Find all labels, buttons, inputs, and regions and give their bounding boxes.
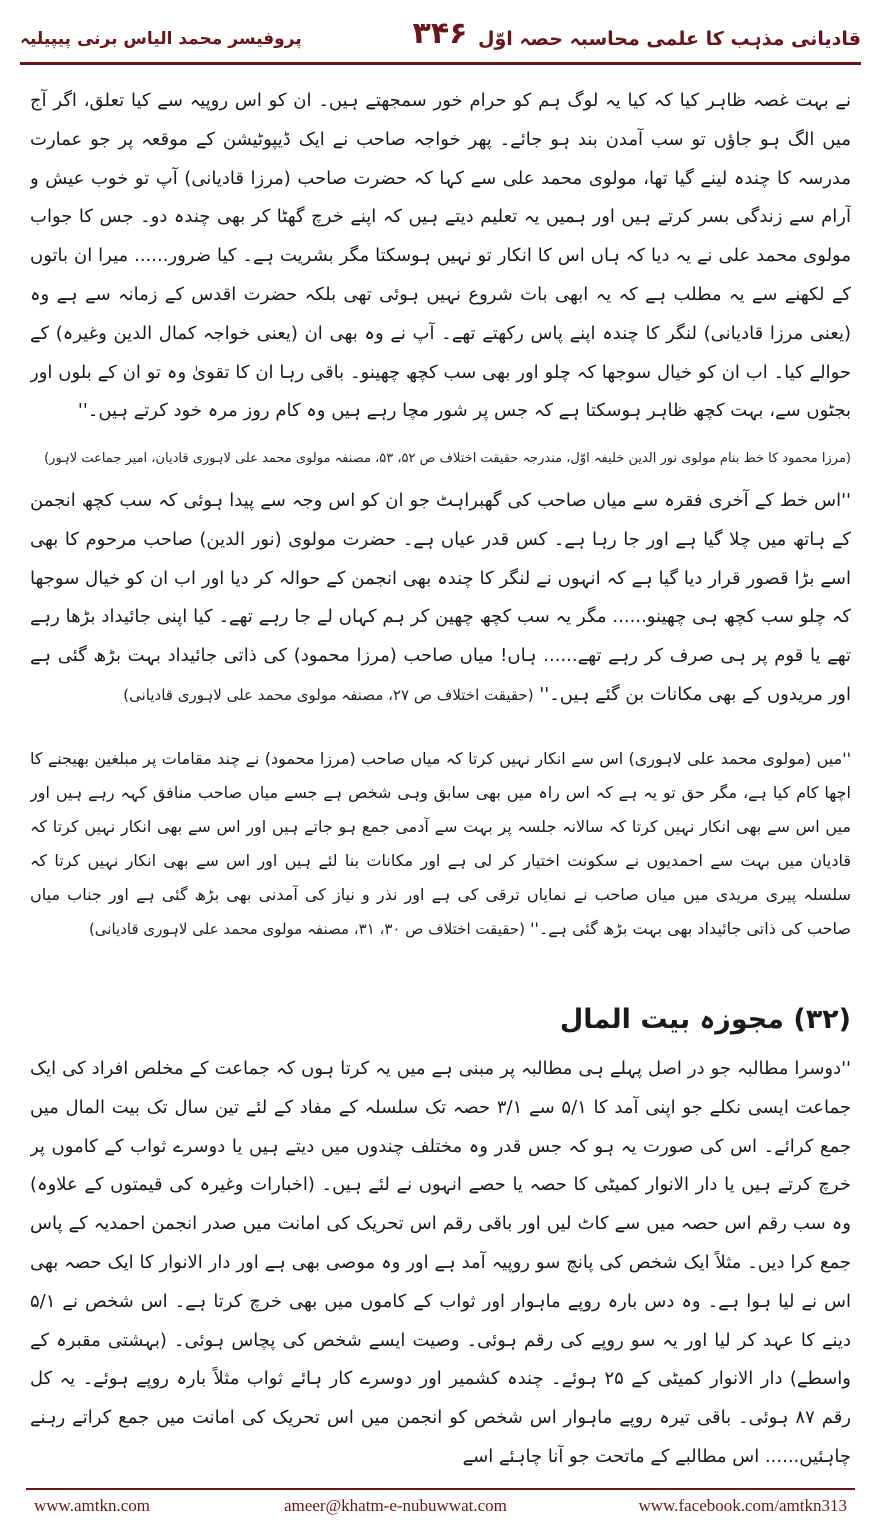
- page-header: [20, 10, 861, 70]
- header-divider: [20, 62, 861, 65]
- paragraph-4: ''دوسرا مطالبہ جو در اصل پہلے ہی مطالبہ پر مبنی ہے میں یہ کرتا ہوں کہ جماعت کے مخلص افراد کی ایک جماعت ایسی نکلے جو اپنی آمد کا ۵/۱ سے ۳/۱ حصہ تک سلسلہ کے مفاد کے لئے تین سال تک بیت المال میں جمع کرائے۔ اس کی صورت یہ ہو کہ جس قدر وہ مختلف چندوں میں دیتے ہیں یا دوسرے ثواب کے کاموں پر خرچ کرتے ہیں یا دار الانوار کمیٹی کا حصہ یا حصے انہوں نے لئے ہیں۔ (اخبارات وغیرہ کی قیمتوں کے علاوہ) وہ سب رقم اس حصہ میں سے کاٹ لیں اور باقی رقم اس تحریک کی امانت میں صدر انجمن احمدیہ کے پاس جمع کرا دیں۔ مثلاً ایک شخص کی پانچ سو روپیہ آمد ہے اور وہ موصی بھی ہے اور دار الانوار کا ایک حصہ بھی اس نے لیا ہوا ہے۔ وہ دس بارہ روپے ماہوار اور ثواب کے کاموں میں بھی خرچ کرتا ہے۔ اس شخص نے ۵/۱ دینے کا عہد کر لیا اور یہ سو روپے کی رقم ہوئی۔ وصیت ایسے شخص کی پچاس ہوئی۔ (بہشتی مقبرہ کے واسطے) دار الانوار کمیٹی کے ۲۵ ہوئے۔ چندہ کشمیر اور دوسرے کار ہائے ثواب مثلاً بارہ روپے ہوئے۔ یہ کل رقم ۸۷ ہوئی۔ باقی تیرہ روپے ماہوار اس شخص کو انجمن میں اس تحریک کی امانت میں جمع کراتے رہنے چاہئیں...... اس مطالبے کے ماتحت جو آنا چاہئے اسے: [30, 1058, 851, 1467]
- paragraph-2-text: ''اس خط کے آخری فقرہ سے میاں صاحب کی گھبراہٹ جو ان کو اس وجہ سے پیدا ہوئی کہ سب کچھ انجمن کے ہاتھ میں چلا گیا ہے اور جا رہا ہے۔ کس قدر عیاں ہے۔ حضرت مولوی (نور الدین) صاحب مرحوم کا بھی اسے بڑا قصور قرار دیا گیا ہے کہ انہوں نے لنگر کا چندہ بھی انجمن کے حوالہ کر دیا اور اب ان کو خیال سوجھا کہ چلو سب کچھ ہی چھینو...... مگر یہ سب کچھ چھین کر ہم کہاں لے جا رہے تھے۔ کیا اپنی جائیداد بڑھا رہے تھے یا قوم پر ہی صرف کر رہے تھے...... ہاں! میاں صاحب (مرزا محمود) کی ذاتی جائیداد بہت بڑھ گئی ہے اور مریدوں کے بھی مکانات بن گئے ہیں۔'': [30, 490, 851, 705]
- paragraph-1: نے بہت غصہ ظاہر کیا کہ کیا یہ لوگ ہم کو حرام خور سمجھتے ہیں۔ ان کو اس روپیہ سے کیا تعلق، اگر آج میں الگ ہو جاؤں تو سب آمدن بند ہو جائے۔ پھر خواجہ صاحب نے ایک ڈیپوٹیشن کے موقعہ پر جو عمارت مدرسہ کا چندہ لینے گیا تھا، مولوی محمد علی سے کہا کہ حضرت صاحب (مرزا قادیانی) آپ تو خوب عیش و آرام سے زندگی بسر کرتے ہیں اور ہمیں یہ تعلیم دیتے ہیں کہ اپنے خرچ گھٹا کر بھی چندہ دو۔ جس کا جواب مولوی محمد علی نے یہ دیا کہ ہاں اس کا انکار تو نہیں ہوسکتا مگر بشریت ہے۔ کیا ضرور...... میرا ان باتوں کے لکھنے سے یہ مطلب ہے کہ یہ ابھی بات شروع نہیں ہوئی تھی بلکہ حضرت اقدس کے زمانہ سے ہے وہ (یعنی مرزا قادیانی) لنگر کا چندہ اپنے پاس رکھتے تھے۔ آپ نے وہ بھی ان (یعنی خواجہ کمال الدین وغیرہ) کے حوالے کیا۔ اب ان کو خیال سوجھا کہ چلو اور بھی سب کچھ چھینو۔ باقی رہا ان کا تقویٰ وہ تو ان کے بلوں اور بجٹوں سے، بہت کچھ ظاہر ہوسکتا ہے کہ جس پر شور مچا رہے ہیں وہ کام روز مرہ خود کرتے ہیں۔'': [30, 90, 851, 422]
- section-heading: (۳۲) مجوزہ بیت المال: [559, 1004, 851, 1035]
- book-title: قادیانی مذہب کا علمی محاسبہ حصہ اوّل: [477, 28, 861, 50]
- website-link[interactable]: www.amtkn.com: [34, 1496, 150, 1515]
- page-number: ۳۴۶: [412, 16, 468, 51]
- reference-1: (مرزا محمود کا خط بنام مولوی نور الدین خلیفہ اوّل، مندرجہ حقیقت اختلاف ص ۵۲، ۵۳، مصنفہ مولوی محمد علی لاہوری قادیان، امیر جماعت لاہور): [44, 451, 851, 466]
- author-name: پروفیسر محمد الیاس برنی پیپیلیہ: [20, 29, 302, 49]
- reference-3: (حقیقت اختلاف ص ۳۰، ۳۱، مصنفہ مولوی محمد علی لاہوری قادیانی): [88, 920, 525, 938]
- facebook-link[interactable]: www.facebook.com/amtkn313: [638, 1496, 847, 1515]
- reference-2: (حقیقت اختلاف ص ۲۷، مصنفہ مولوی محمد علی لاہوری قادیانی): [123, 685, 534, 704]
- paragraph-2: [30, 482, 851, 744]
- email-link[interactable]: ameer@khatm-e-nubuwwat.com: [284, 1496, 507, 1515]
- paragraph-3: [30, 742, 851, 978]
- page-footer: [26, 1488, 855, 1522]
- footer-divider: [26, 1488, 855, 1490]
- paragraph-3-text: ''میں (مولوی محمد علی لاہوری) اس سے انکار نہیں کرتا کہ میاں صاحب (مرزا محمود) نے چند مقامات پر مبلغین بھیجنے کا اچھا کام کیا ہے، مگر حق تو یہ ہے کہ اس راہ میں بھی سابق وہی شخص ہے جسے میاں صاحب منافق کہہ رہے ہیں اور میں اس سے بھی انکار نہیں کرتا کہ سالانہ جلسہ پر بہت سے آدمی جمع ہو جاتے ہیں اور اس سے بھی انکار نہیں کرتا کہ قادیان میں بہت سے احمدیوں نے سکونت اختیار کر لی ہے اور مکانات بنا لئے ہیں اور اس سے بھی انکار نہیں کرتا کہ سلسلہ پیری مریدی میں میاں صاحب نے نمایاں ترقی کی ہے اور نذر و نیاز کی آمدنی بھی بڑھ گئی ہے اور جناب میاں صاحب کی ذاتی جائیداد بھی بہت بڑھ گئی ہے۔'': [30, 749, 851, 938]
